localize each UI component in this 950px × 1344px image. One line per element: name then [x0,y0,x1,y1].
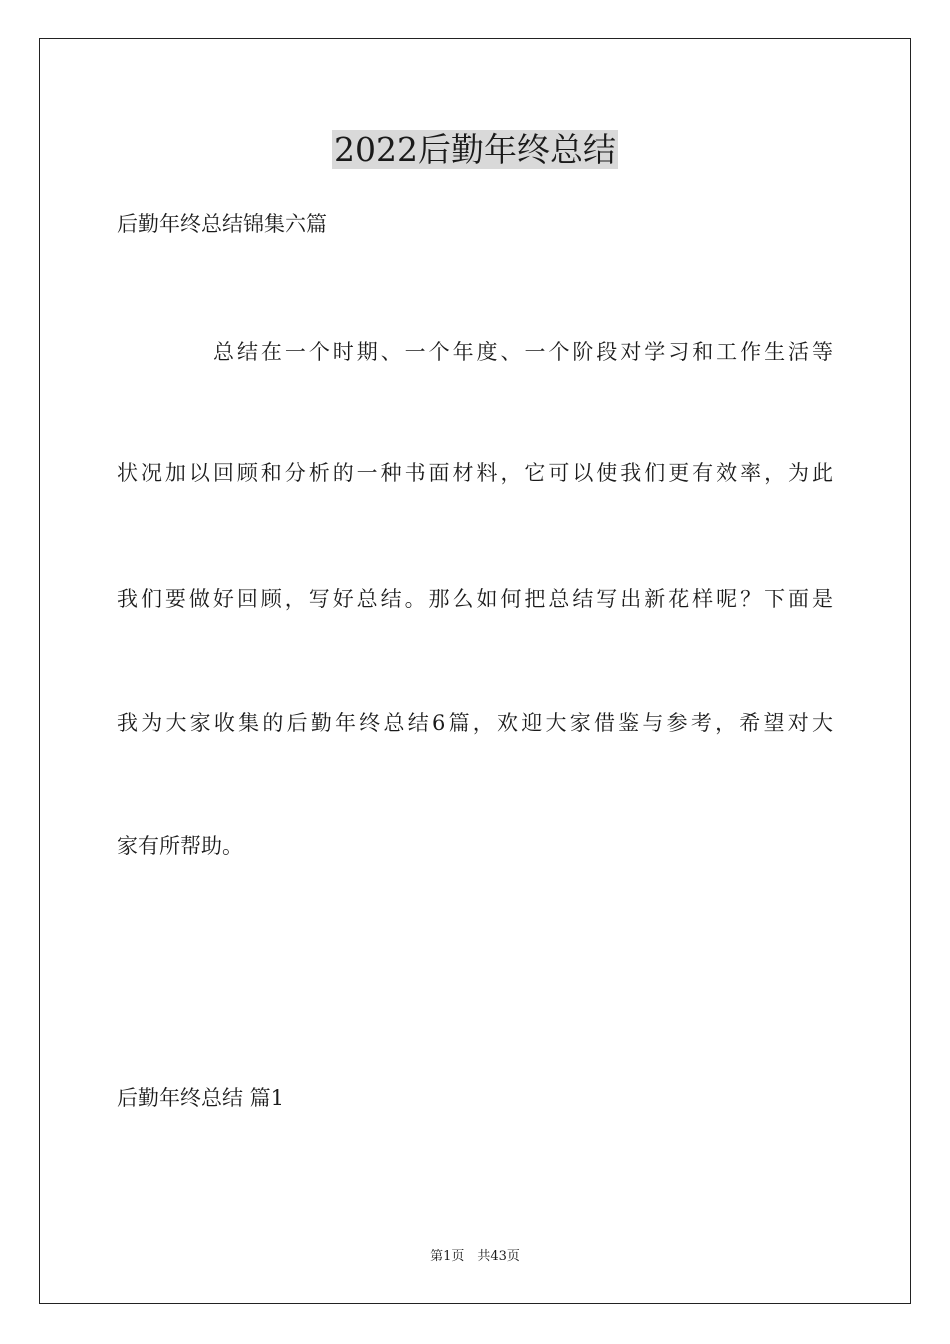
page-footer: 第1页 共43页 [430,1249,520,1264]
document-title [0,128,950,172]
intro-line-2: 状况加以回顾和分析的一种书面材料，它可以使我们更有效率，为此 [117,461,833,485]
document-title-text: 2022后勤年终总结 [334,130,616,169]
section-heading: 后勤年终总结 篇1 [117,1086,285,1110]
intro-line-4: 我为大家收集的后勤年终总结6篇，欢迎大家借鉴与参考，希望对大 [117,711,833,735]
intro-line-1: 总结在一个时期、一个年度、一个阶段对学习和工作生活等 [213,340,833,364]
document-subtitle: 后勤年终总结锦集六篇 [117,212,327,236]
intro-line-5: 家有所帮助。 [117,834,243,858]
intro-line-3: 我们要做好回顾，写好总结。那么如何把总结写出新花样呢？下面是 [117,587,833,611]
